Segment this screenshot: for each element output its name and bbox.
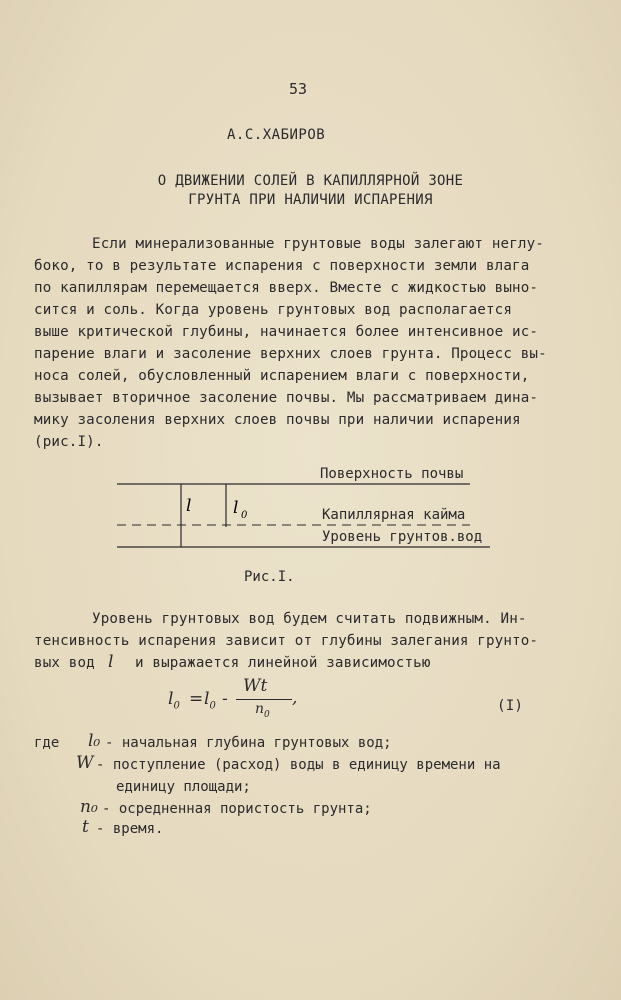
formula-rhs-sub: 0 [209,700,216,712]
definition-symbol-n0: n₀ [80,797,98,817]
symbol-l0-sub: 0 [241,510,248,521]
definition-symbol-t: t [82,817,89,837]
formula-minus: - [222,689,228,709]
formula-lhs [168,689,180,711]
author: А.С.ХАБИРОВ [227,127,326,143]
label-surface: Поверхность почвы [320,466,464,482]
definition-text-n0: - осредненная пористость грунта; [102,801,372,817]
inline-symbol-l: l [108,652,114,672]
definition-symbol-w: W [76,753,94,773]
paragraph-1-line-9: мику засоления верхних слоев почвы при наличии испарения [34,412,521,428]
paragraph-1-line-7: носа солей, обусловленный испарением влаги с поверхности, [34,368,530,384]
formula-rhs-base: l [204,689,210,709]
definition-text-w-cont: единицу площади; [116,779,251,795]
formula-fraction-bar [236,699,292,700]
paragraph-1-line-6: парение влаги и засоление верхних слоев грунта. Процесс вы- [34,346,547,362]
paragraph-2-line-2: тенсивность испарения зависит от глубины залегания грунто- [34,633,539,649]
formula-denominator-base: n [255,701,265,717]
formula-rhs [204,689,216,711]
paragraph-1-line-3: по капиллярам перемещается вверх. Вместе с жидкостью выно- [34,280,539,296]
paragraph-1-line-8: вызывает вторичное засоление почвы. Мы рассматриваем дина- [34,390,539,406]
symbol-l0: l [233,498,239,518]
formula-lhs-sub: 0 [173,700,180,712]
definition-text-t: - время. [96,821,164,837]
formula-lhs-base: l [168,689,174,709]
definition-symbol-l0: l₀ [88,731,101,751]
formula-numerator: Wt [243,676,268,696]
paragraph-2-line-1: Уровень грунтовых вод будем считать подвижным. Ин- [92,611,527,627]
paragraph-2-line-3a: вых вод [34,655,95,671]
definition-text-l0: - начальная глубина грунтовых вод; [105,735,392,751]
title-line-1: О ДВИЖЕНИИ СОЛЕЙ В КАПИЛЛЯРНОЙ ЗОНЕ [157,173,464,189]
label-capillary: Капиллярная кайма [322,507,466,523]
definitions-where: где [34,735,60,751]
label-groundwater: Уровень грунтов.вод [322,529,483,545]
page-number: 53 [289,80,308,98]
definition-text-w: - поступление (расход) воды в единицу времени на [96,757,501,773]
paragraph-1-line-2: боко, то в результате испарения с поверхности земли влага [34,258,530,274]
symbol-l: l [186,496,192,516]
figure-caption: Рис.I. [244,569,295,585]
paragraph-1-line-10: (рис.I). [34,434,104,450]
paragraph-2-line-3b: и выражается линейной зависимостью [135,655,431,671]
formula-trailing-comma: , [292,688,298,708]
formula-number: (I) [497,698,524,714]
title-line-2: ГРУНТА ПРИ НАЛИЧИИ ИСПАРЕНИЯ [188,192,433,208]
paragraph-1-line-4: сится и соль. Когда уровень грунтовых вод располагается [34,302,513,318]
paragraph-1-line-5: выше критической глубины, начинается более интенсивное ис- [34,324,539,340]
formula-equals: = [189,689,204,709]
formula-denominator [255,701,270,720]
paragraph-1-line-1: Если минерализованные грунтовые воды залегают неглу- [92,236,544,252]
formula-denominator-sub: 0 [264,709,270,720]
